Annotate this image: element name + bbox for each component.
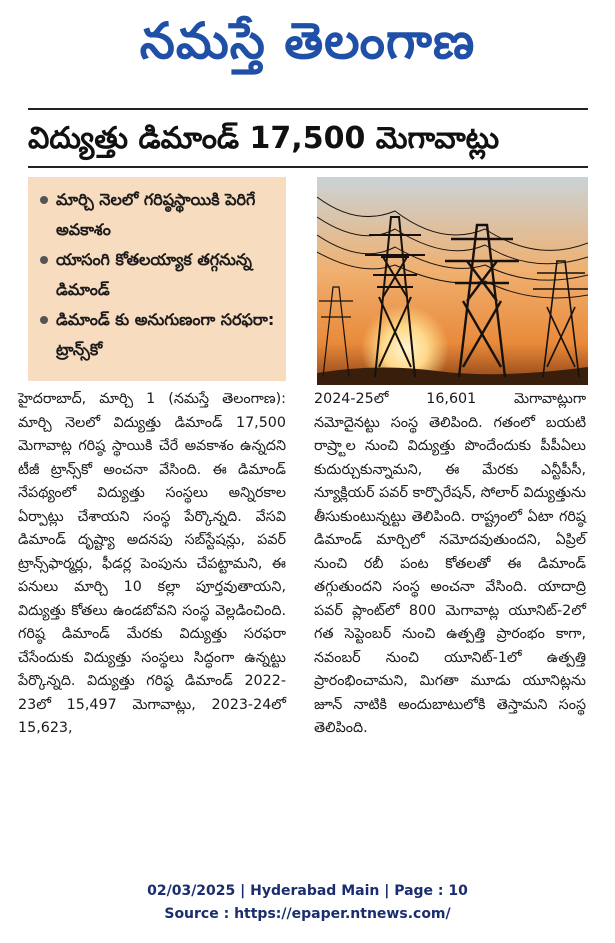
article-column-right: 2024-25లో 16,601 మెగావాట్లుగా నమోదైనట్టు సంస్థ తెలిపింది. గతంలో బయటి రాష్ర్టాల నుంచి విద్యుత్తు పొందేందుకు పీపీఏలు కుదుర్చుకున్నామని, ఈ మేరకు ఎన్టీపీసీ, న్యూక్లియర్ పవర్ కార్పొరేషన్, సోలార్ విద్యుత్తును తీసుకుంటున్నట్టు తెలిపింది. రాష్ట్రంలో ఏటా గరిష్ఠ డిమాండ్ మార్చిలో నమోదవుతుందని, ఏప్రిల్ నుంచి రబీ పంట కోతలతో ఈ డిమాండ్ తగ్గుతుందని సంస్థ అంచనా వేసింది. యాదాద్రి పవర్ ప్లాంట్‌లో 800 మెగావాట్ల యూనిట్-2లో గత సెప్టెంబర్ నుంచి ఉత్పత్తి ప్రారంభం కాగా, నవంబర్ నుంచి యూనిట్-1లో ఉత్పత్తి ప్రారంభించామని, మిగతా మూడు యూనిట్లను జూన్ నాటికి అందుబాటులోకి తెస్తామని సంస్థ తెలిపింది. (314, 391, 586, 736)
highlight-text: యాసంగి కోతలయ్యాక తగ్గనున్న డిమాండ్ (56, 250, 252, 299)
headline-bottom-rule (28, 166, 588, 168)
highlight-item (36, 305, 278, 365)
bullet-icon (40, 316, 48, 324)
masthead-title: నమస్తే తెలంగాణ (139, 12, 476, 70)
bullet-icon (40, 196, 48, 204)
masthead (0, 4, 615, 78)
highlight-text: మార్చి నెలలో గరిష్ఠస్థాయికి పెరిగే అవకాశం (56, 190, 256, 239)
highlight-item (36, 245, 278, 305)
highlight-text: డిమాండ్ కు అనుగుణంగా సరఫరా: ట్రాన్స్‌కో (56, 310, 275, 359)
highlight-item (36, 185, 278, 245)
highlights-box (28, 177, 286, 381)
bullet-icon (40, 256, 48, 264)
headline: విద్యుత్తు డిమాండ్ 17,500 మెగావాట్లు (28, 121, 500, 156)
power-towers-photo (317, 177, 588, 385)
footer-date-page: 02/03/2025 | Hyderabad Main | Page : 10 (147, 883, 468, 899)
article-column-left: హైదరాబాద్, మార్చి 1 (నమస్తే తెలంగాణ): మార్చి నెలలో విద్యుత్తు డిమాండ్ 17,500 మెగావాట్ల గరిష్ఠ స్థాయికి చేరే అవకాశం ఉన్నదని టీజీ ట్రాన్స్‌కో అంచనా వేసింది. ఈ డిమాండ్ నేపథ్యంలో విద్యుత్తు సంస్థలు అన్నిరకాల ఏర్పాట్లు చేశాయని సంస్థ పేర్కొన్నది. వేసవి డిమాండ్ దృష్ట్యా అదనపు సబ్‌స్టేషన్లు, పవర్ ట్రాన్స్‌ఫార్మర్లు, ఫీడర్ల పెంపును చేపట్టామని, ఈ పనులు మార్చి 10 కల్లా పూర్తవుతాయని, విద్యుత్తు కోతలు ఉండబోవని సంస్థ వెల్లడించింది. గరిష్ఠ డిమాండ్ మేరకు విద్యుత్తు సరఫరా చేసేందుకు విద్యుత్తు సంస్థలు సిద్ధంగా ఉన్నట్టు పేర్కొన్నది. విద్యుత్తు గరిష్ఠ డిమాండ్ 2022-23లో 15,497 మెగావాట్లు, 2023-24లో 15,623, (18, 391, 286, 736)
headline-top-rule (28, 108, 588, 110)
footer-source: Source : https://epaper.ntnews.com/ (164, 906, 451, 922)
power-towers-illustration (317, 177, 588, 385)
sky (317, 177, 588, 385)
